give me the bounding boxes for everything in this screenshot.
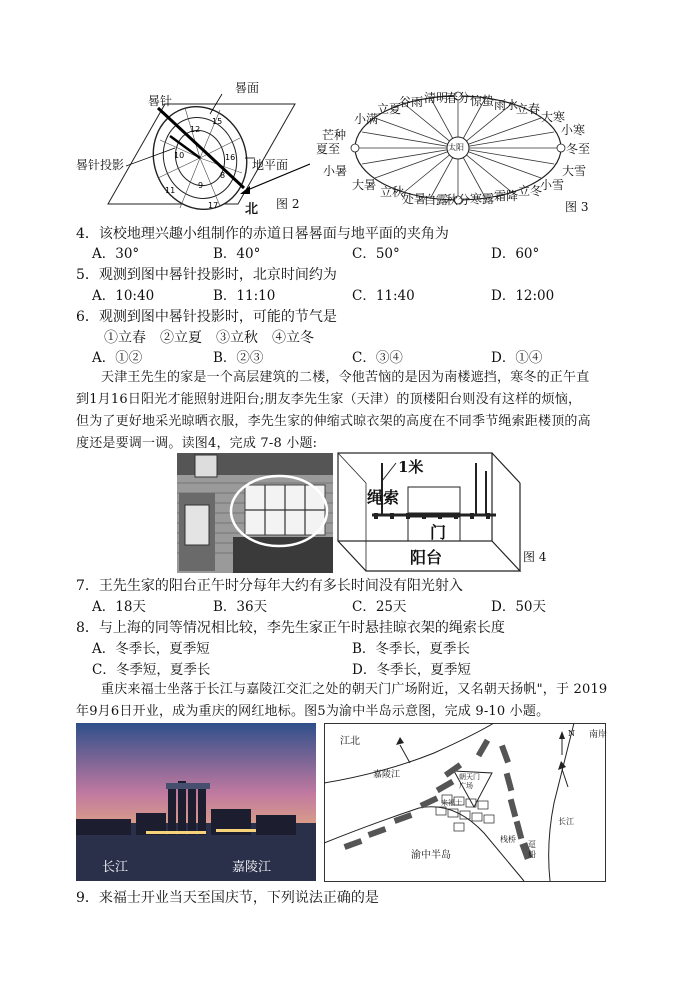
term-label: 雨水	[494, 98, 519, 112]
q5-option-a[interactable]: A．10:40	[92, 288, 155, 304]
question-7-stem: 7．王先生家的阳台正午时分每年大约有多长时间没有阳光射入	[76, 578, 463, 594]
passage-2-line: 年9月6日开业，成为重庆的网红地标。图5为渝中半岛示意图，完成 9-10 小题。	[76, 704, 550, 719]
q5-option-c[interactable]: C．11:40	[352, 288, 415, 304]
term-label: 小寒	[561, 123, 586, 137]
q6-term-list: ①立春 ②立夏 ③立秋 ④立冬	[104, 330, 314, 346]
figure-2-sundial	[70, 78, 310, 218]
term-label: 春分	[446, 91, 471, 105]
map-label-yuzhong: 渝中半岛	[411, 850, 451, 861]
q6-option-a[interactable]: A．①②	[92, 350, 143, 366]
label-gnomon-shadow: 晷针投影	[76, 158, 125, 172]
q7-option-a[interactable]: A．18天	[92, 599, 146, 615]
term-label: 小暑	[323, 164, 348, 178]
question-4-stem: 4．该校地理兴趣小组制作的赤道日晷晷面与地平面的夹角为	[76, 226, 449, 242]
figure-4-balcony-photo	[177, 453, 333, 573]
q8-option-a[interactable]: A．冬季长，夏季短	[92, 641, 210, 657]
term-label: 小雪	[540, 178, 565, 192]
q7-option-c[interactable]: C．25天	[352, 599, 407, 615]
label-horizon: 地平面	[252, 158, 289, 172]
label-north: 北	[245, 202, 259, 217]
dial-numeral: 12	[190, 125, 201, 134]
label-balcony: 阳台	[410, 548, 443, 567]
figure-5-yuzhong-map	[324, 723, 606, 882]
map-label-jialing: 嘉陵江	[373, 770, 401, 780]
term-label: 处暑	[402, 192, 427, 206]
term-label: 大寒	[541, 110, 566, 124]
north-arrow-label: N	[568, 729, 575, 738]
term-label: 霜降	[494, 189, 519, 203]
passage-1-line: 但为了更好地采光晾晒衣服，李先生家的伸缩式晾衣架的高度在不同季节绳索距楼顶的高	[76, 414, 591, 429]
map-label-laifushi: 来福士	[441, 799, 462, 807]
term-label: 秋分	[446, 193, 471, 207]
q6-option-d[interactable]: D．①④	[491, 350, 543, 366]
passage-2-line: 重庆来福士坐落于长江与嘉陵江交汇之处的朝天门广场附近，又名朝天扬帆"，于 2019	[101, 682, 608, 697]
question-9-stem: 9．来福士开业当天至国庆节，下列说法正确的是	[76, 890, 379, 906]
map-label-plaza: 朝天门广场	[459, 773, 480, 790]
q8-option-d[interactable]: D．冬季长，夏季短	[352, 662, 471, 678]
term-label: 寒露	[470, 192, 495, 206]
dial-numeral: 15	[212, 117, 223, 126]
term-label: 白露	[424, 193, 449, 207]
q4-option-b[interactable]: B．40°	[213, 246, 261, 262]
dial-numeral: 10	[174, 151, 185, 160]
label-rope: 绳索	[367, 488, 400, 507]
question-5-stem: 5．观测到图中晷针投影时，北京时间约为	[76, 267, 337, 283]
photo-label-yangtze: 长江	[102, 860, 129, 875]
q8-option-b[interactable]: B．冬季长，夏季长	[352, 641, 470, 657]
label-gnomon: 晷针	[148, 94, 173, 108]
term-label: 大雪	[562, 164, 587, 178]
q4-option-a[interactable]: A．30°	[92, 246, 140, 262]
term-label: 清明	[424, 91, 449, 105]
map-label-yangtze: 长江	[558, 817, 574, 826]
dial-numeral: 8	[220, 171, 226, 180]
map-label-ship: 趸船	[528, 840, 536, 859]
passage-1-line: 到1月16日阳光才能照射进阳台;朋友李先生家（天津）的顶楼阳台则没有这样的烦恼，	[76, 392, 582, 407]
term-label: 谷雨	[399, 95, 424, 109]
dial-numeral: 16	[225, 153, 236, 162]
figure-4-caption: 图 4	[523, 550, 547, 564]
term-label: 立夏	[377, 102, 402, 116]
photo-label-jialing: 嘉陵江	[232, 860, 272, 875]
term-label: 惊蛰	[470, 94, 495, 108]
q4-option-c[interactable]: C．50°	[352, 246, 400, 262]
q4-option-d[interactable]: D．60°	[491, 246, 540, 262]
term-label: 小满	[354, 112, 379, 126]
q6-option-c[interactable]: C．③④	[352, 350, 403, 366]
term-label: 芒种	[322, 128, 347, 142]
term-label: 夏至	[316, 142, 341, 156]
passage-1-line: 天津王先生的家是一个高层建筑的二楼，令他苦恼的是因为南楼遮挡，寒冬的正午直	[101, 370, 590, 385]
dial-numeral: 11	[165, 186, 176, 195]
question-8-stem: 8．与上海的同等情况相比较，李先生家正午时悬挂晾衣架的绳索长度	[76, 620, 505, 636]
dial-numeral: 17	[208, 201, 219, 210]
sun-label: 太阳	[448, 143, 464, 152]
label-sundial-face: 晷面	[235, 81, 260, 95]
term-label: 立冬	[518, 184, 543, 198]
map-label-nanan: 南岸	[589, 730, 608, 740]
label-door: 门	[430, 523, 447, 542]
label-one-meter: 1米	[398, 458, 424, 476]
figure-3-caption: 图 3	[565, 200, 589, 214]
passage-1-line: 度还是要调一调。读图4，完成 7-8 小题:	[76, 436, 318, 451]
map-label-bridge: 栈桥	[500, 835, 516, 844]
q8-option-c[interactable]: C．冬季短，夏季长	[92, 662, 211, 678]
q7-option-d[interactable]: D．50天	[491, 599, 547, 615]
figure-2-caption: 图 2	[276, 197, 300, 211]
dial-numeral: 9	[198, 181, 204, 190]
q5-option-b[interactable]: B．11:10	[213, 288, 276, 304]
term-label: 大暑	[352, 178, 377, 192]
term-label: 立春	[516, 102, 541, 116]
term-label: 立秋	[380, 185, 405, 199]
q6-option-b[interactable]: B．②③	[213, 350, 264, 366]
map-label-jiangbei: 江北	[340, 736, 360, 747]
q7-option-b[interactable]: B．36天	[213, 599, 268, 615]
q5-option-d[interactable]: D．12:00	[491, 288, 555, 304]
question-6-stem: 6．观测到图中晷针投影时，可能的节气是	[76, 309, 337, 325]
term-label: 冬至	[566, 142, 591, 156]
